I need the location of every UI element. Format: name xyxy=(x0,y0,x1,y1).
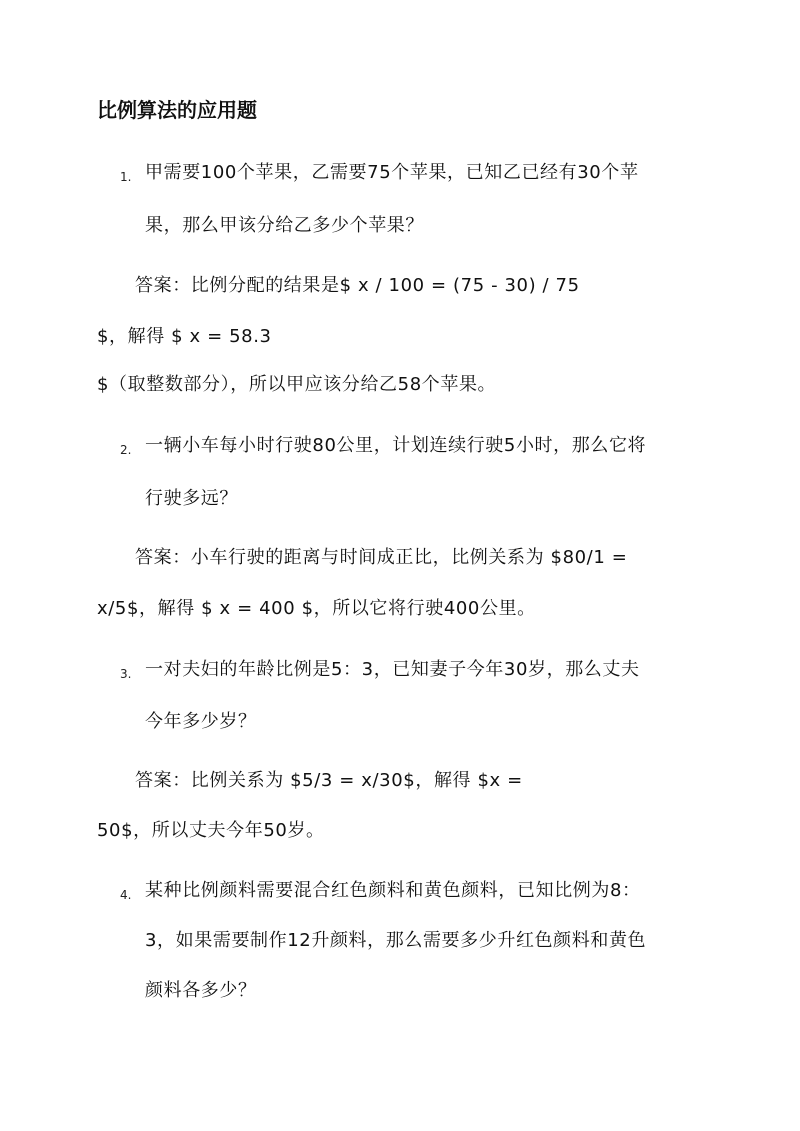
problem-1-question-line-2: 果，那么甲该分给乙多少个苹果？ xyxy=(145,215,424,236)
problem-4-number: 4. xyxy=(120,888,132,902)
problem-2-answer-line-2: x/5$，解得 $ x = 400 $，所以它将行驶400公里。 xyxy=(97,598,536,619)
problem-3-answer-line-2: 50$，所以丈夫今年50岁。 xyxy=(97,820,325,841)
problem-1-answer-line-1: 答案：比例分配的结果是$ x / 100 = (75 - 30) / 75 xyxy=(135,275,580,296)
problem-4-question-line-1: 某种比例颜料需要混合红色颜料和黄色颜料，已知比例为8： xyxy=(145,880,641,901)
problem-3-question-line-2: 今年多少岁？ xyxy=(145,711,257,732)
problem-4-question-line-2: 3，如果需要制作12升颜料，那么需要多少升红色颜料和黄色 xyxy=(145,930,647,951)
problem-3-question-line-1: 一对夫妇的年龄比例是5：3，已知妻子今年30岁，那么丈夫 xyxy=(145,659,640,680)
problem-1-number: 1. xyxy=(120,170,132,184)
document-title: 比例算法的应用题 xyxy=(97,98,257,122)
problem-4-question-line-3: 颜料各多少？ xyxy=(145,980,257,1001)
problem-1-answer-line-3: $（取整数部分），所以甲应该分给乙58个苹果。 xyxy=(97,374,497,395)
problem-2-number: 2. xyxy=(120,443,132,457)
problem-1-question-line-1: 甲需要100个苹果，乙需要75个苹果，已知乙已经有30个苹 xyxy=(145,162,639,183)
problem-1-answer-line-2: $，解得 $ x = 58.3 xyxy=(97,326,272,347)
problem-2-answer-line-1: 答案：小车行驶的距离与时间成正比，比例关系为 $80/1 = xyxy=(135,547,628,568)
problem-3-number: 3. xyxy=(120,667,132,681)
problem-2-question-line-1: 一辆小车每小时行驶80公里，计划连续行驶5小时，那么它将 xyxy=(145,435,647,456)
problem-2-question-line-2: 行驶多远？ xyxy=(145,488,238,509)
problem-3-answer-line-1: 答案：比例关系为 $5/3 = x/30$，解得 $x = xyxy=(135,770,523,791)
